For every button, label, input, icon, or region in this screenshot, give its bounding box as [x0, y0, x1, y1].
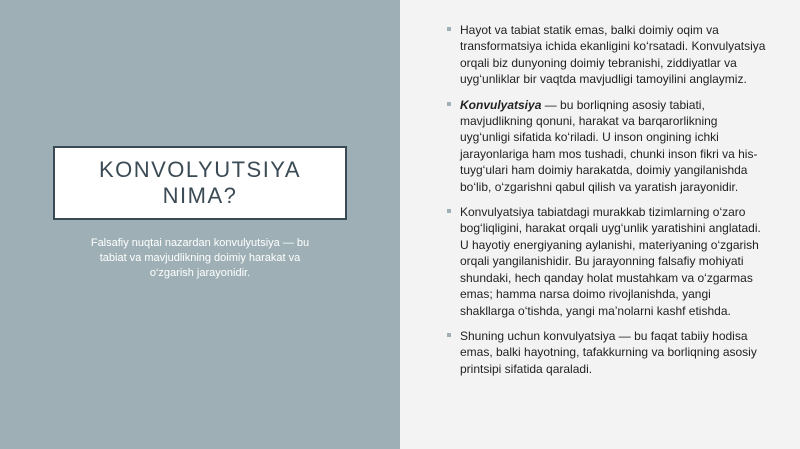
bullet-item — [448, 22, 768, 88]
bullet-item — [448, 204, 768, 319]
bullet-text: — bu borliqning asosiy tabiati, mavjudlikning qonuni, harakat va barqarorlikning uyg‘unligi sifatida ko‘riladi. U inson ongining ichki jarayonlariga ham mos tushadi, chunki inson fikri va his-tuyg‘ulari ham doimiy harakatda, doimiy yangilanishda bo‘lib, o‘zgarishni qabul qilish va yaratish jarayonidir. — [460, 97, 758, 194]
bullet-text: Konvulyatsiya tabiatdagi murakkab tizimlarning o‘zaro bog‘liqligini, harakat orqali uyg‘unlik yaratishini anglatadi. U hayotiy energiyaning aylanishi, materiyaning o‘zgarish orqali yangilanishidir. Bu jarayonning falsafiy mohiyati shundaki, hech qanday holat mustahkam va o‘zgarmas emas; hamma narsa doimo rivojlanishda, yangi shakllarga o‘tishda, yangi ma’nolarni kashf etishda. — [460, 205, 761, 318]
bullet-marker-icon — [447, 27, 451, 31]
bullet-marker-icon — [447, 209, 451, 213]
bullet-marker-icon — [447, 102, 451, 106]
slide-title: KONVOLYUTSIYA NIMA? — [98, 157, 302, 208]
bullet-text: Shuning uchun konvulyatsiya — bu faqat tabiiy hodisa emas, balki hayotning, tafakkurning va borliqning asosiy printsipi sifatida qaraladi. — [460, 328, 757, 376]
bullet-list — [448, 22, 768, 386]
bullet-term: Konvulyatsiya — [460, 97, 542, 112]
bullet-item — [448, 328, 768, 377]
bullet-marker-icon — [447, 333, 451, 337]
bullet-text: Hayot va tabiat statik emas, balki doimiy oqim va transformatsiya ichida ekanligini ko‘rsatadi. Konvulyatsiya orqali biz dunyoning doimiy tebranishi, ziddiyatlar va uyg‘unliklar bir vaqtda mavjudligi tamoyilini anglaymiz. — [460, 23, 766, 87]
title-box — [53, 146, 347, 220]
right-panel — [400, 0, 800, 449]
bullet-item — [448, 97, 768, 195]
slide-subtitle: Falsafiy nuqtai nazardan konvulyutsiya — bu tabiat va mavjudlikning doimiy harakat va o‘zgarish jarayonidir. — [90, 237, 310, 279]
